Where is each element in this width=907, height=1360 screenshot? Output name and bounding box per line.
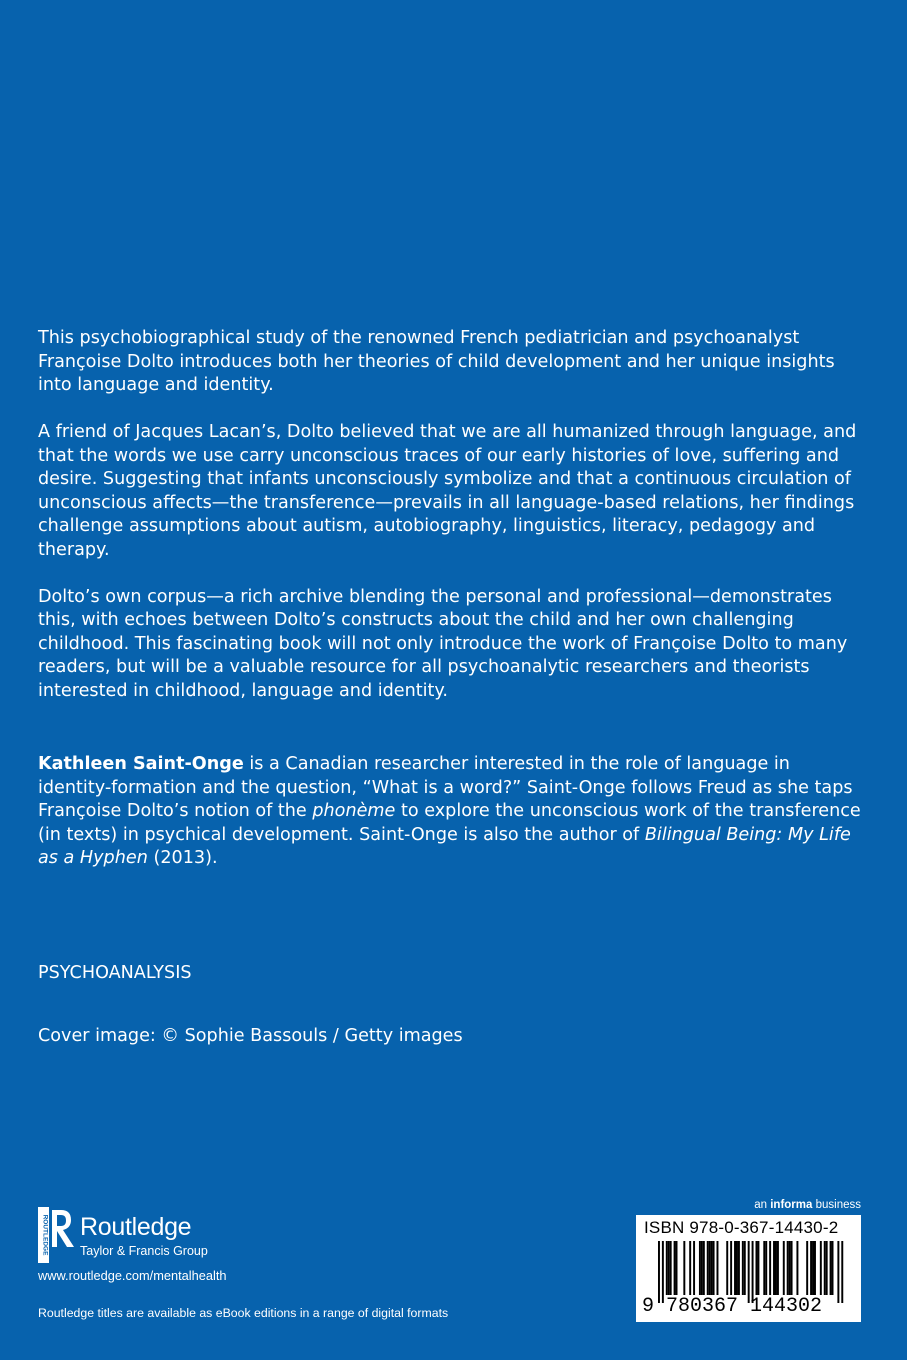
other-book-title: Bilingual Being: My Life as a Hyphen <box>38 824 851 868</box>
barcode-bar <box>703 1241 705 1295</box>
barcode-bar <box>730 1241 732 1295</box>
barcode-bar <box>757 1241 759 1295</box>
barcode-bar <box>662 1241 664 1303</box>
barcode-bar <box>726 1241 728 1295</box>
barcode-bar <box>668 1241 670 1295</box>
barcode-bar <box>748 1241 750 1303</box>
publisher-name: Routledge <box>80 1213 192 1241</box>
barcode-bar <box>717 1241 719 1295</box>
barcode-bar <box>658 1241 660 1303</box>
barcode-bar <box>783 1241 785 1295</box>
informa-brand: informa <box>770 1199 813 1211</box>
publisher-group: Taylor & Francis Group <box>80 1244 208 1258</box>
isbn-barcode <box>636 1215 861 1322</box>
barcode-bar <box>752 1241 754 1303</box>
barcode-digits: 9 780367 144302 <box>642 1295 823 1318</box>
barcode-bar <box>763 1241 765 1295</box>
barcode-bar <box>689 1241 691 1295</box>
barcode-bar <box>810 1241 812 1295</box>
barcode-bar <box>713 1241 715 1295</box>
barcode-bar <box>670 1241 672 1295</box>
barcode-bar <box>773 1241 775 1295</box>
back-cover-blurb <box>38 327 868 727</box>
barcode-bar <box>765 1241 767 1295</box>
barcode-bar <box>676 1241 678 1295</box>
barcode-bar <box>796 1241 798 1295</box>
tagline-suffix: business <box>812 1199 861 1211</box>
routledge-spine-text: ROUTLEDGE <box>41 1214 49 1256</box>
barcode-bar <box>826 1241 828 1295</box>
subject-category: PSYCHOANALYSIS <box>38 963 192 983</box>
barcode-bar <box>769 1241 771 1295</box>
blurb-paragraph: This psychobiographical study of the renowned French pediatrician and psychoanalyst Françoise Dolto introduces both her theories of child development and her unique insights into language and identity. <box>38 328 835 395</box>
barcode-bar <box>738 1241 740 1295</box>
barcode-bar <box>787 1241 789 1295</box>
barcode-bar <box>734 1241 736 1295</box>
barcode-bar <box>742 1241 744 1295</box>
barcode-bar <box>683 1241 685 1295</box>
isbn-label: ISBN 978-0-367-14430-2 <box>644 1218 839 1237</box>
publisher-url: www.routledge.com/mentalhealth <box>38 1268 227 1283</box>
barcode-bar <box>701 1241 703 1295</box>
barcode-bar <box>832 1241 834 1295</box>
barcode-bar <box>789 1241 791 1295</box>
barcode-bar <box>820 1241 822 1295</box>
barcode-bar <box>814 1241 816 1295</box>
ebook-note: Routledge titles are available as eBook editions in a range of digital formats <box>38 1306 449 1320</box>
author-bio <box>38 753 868 871</box>
barcode-bar <box>756 1241 758 1295</box>
cover-image-credit: Cover image: © Sophie Bassouls / Getty images <box>38 1026 463 1046</box>
phoneme-term: phonème <box>312 801 396 821</box>
barcode-bar <box>693 1241 695 1295</box>
author-bio-text: is a Canadian researcher interested in the role of language in identity-formation and the question, “What is a word?” Saint-Onge follows Freud as she taps Françoise Dolto’s notion of the <box>38 754 853 821</box>
barcode-bar <box>709 1241 711 1295</box>
barcode-bar <box>824 1241 826 1295</box>
barcode-bar <box>666 1241 668 1295</box>
barcode-bar <box>830 1241 832 1295</box>
barcode-bar <box>711 1241 713 1295</box>
blurb-paragraph: A friend of Jacques Lacan’s, Dolto believed that we are all humanized through language, and that the words we use carry unconscious traces of our early histories of love, suffering and desire. Suggesting that infants unconsciously symbolize and that a continuous circulation of unconscious affects—the transference—prevails in all language-based relations, her findings challenge assumptions about autism, autobiography, linguistics, literacy, pedagogy and therapy. <box>38 422 857 560</box>
barcode-bar <box>777 1241 779 1295</box>
blurb-paragraph: Dolto’s own corpus—a rich archive blending the personal and professional—demonstrates this, with echoes between Dolto’s constructs about the child and her own challenging childhood. This fascinating book will not only introduce the work of Françoise Dolto to many readers, but will be a valuable resource for all psychoanalytic researchers and theorists interested in childhood, language and identity. <box>38 586 848 701</box>
barcode-bar <box>736 1241 738 1295</box>
barcode-bar <box>674 1241 676 1295</box>
barcode-bar <box>812 1241 814 1295</box>
barcode-bar <box>837 1241 839 1303</box>
barcode-bar <box>699 1241 701 1295</box>
barcode-bar <box>791 1241 793 1295</box>
author-name: Kathleen Saint-Onge <box>38 754 244 774</box>
barcode-bar <box>841 1241 843 1303</box>
tagline-prefix: an <box>754 1199 771 1211</box>
barcode-bar <box>744 1241 746 1295</box>
routledge-logo <box>38 1207 238 1267</box>
routledge-r-mark-icon <box>38 1207 78 1263</box>
other-book-year: (2013). <box>147 848 218 868</box>
informa-tagline <box>754 1199 861 1211</box>
barcode-bar <box>806 1241 808 1295</box>
barcode-bar <box>707 1241 709 1295</box>
barcode-bar <box>775 1241 777 1295</box>
author-bio-text: to explore the unconscious work of the transference (in texts) in psychical development. Saint-Onge is also the author of <box>38 801 861 845</box>
